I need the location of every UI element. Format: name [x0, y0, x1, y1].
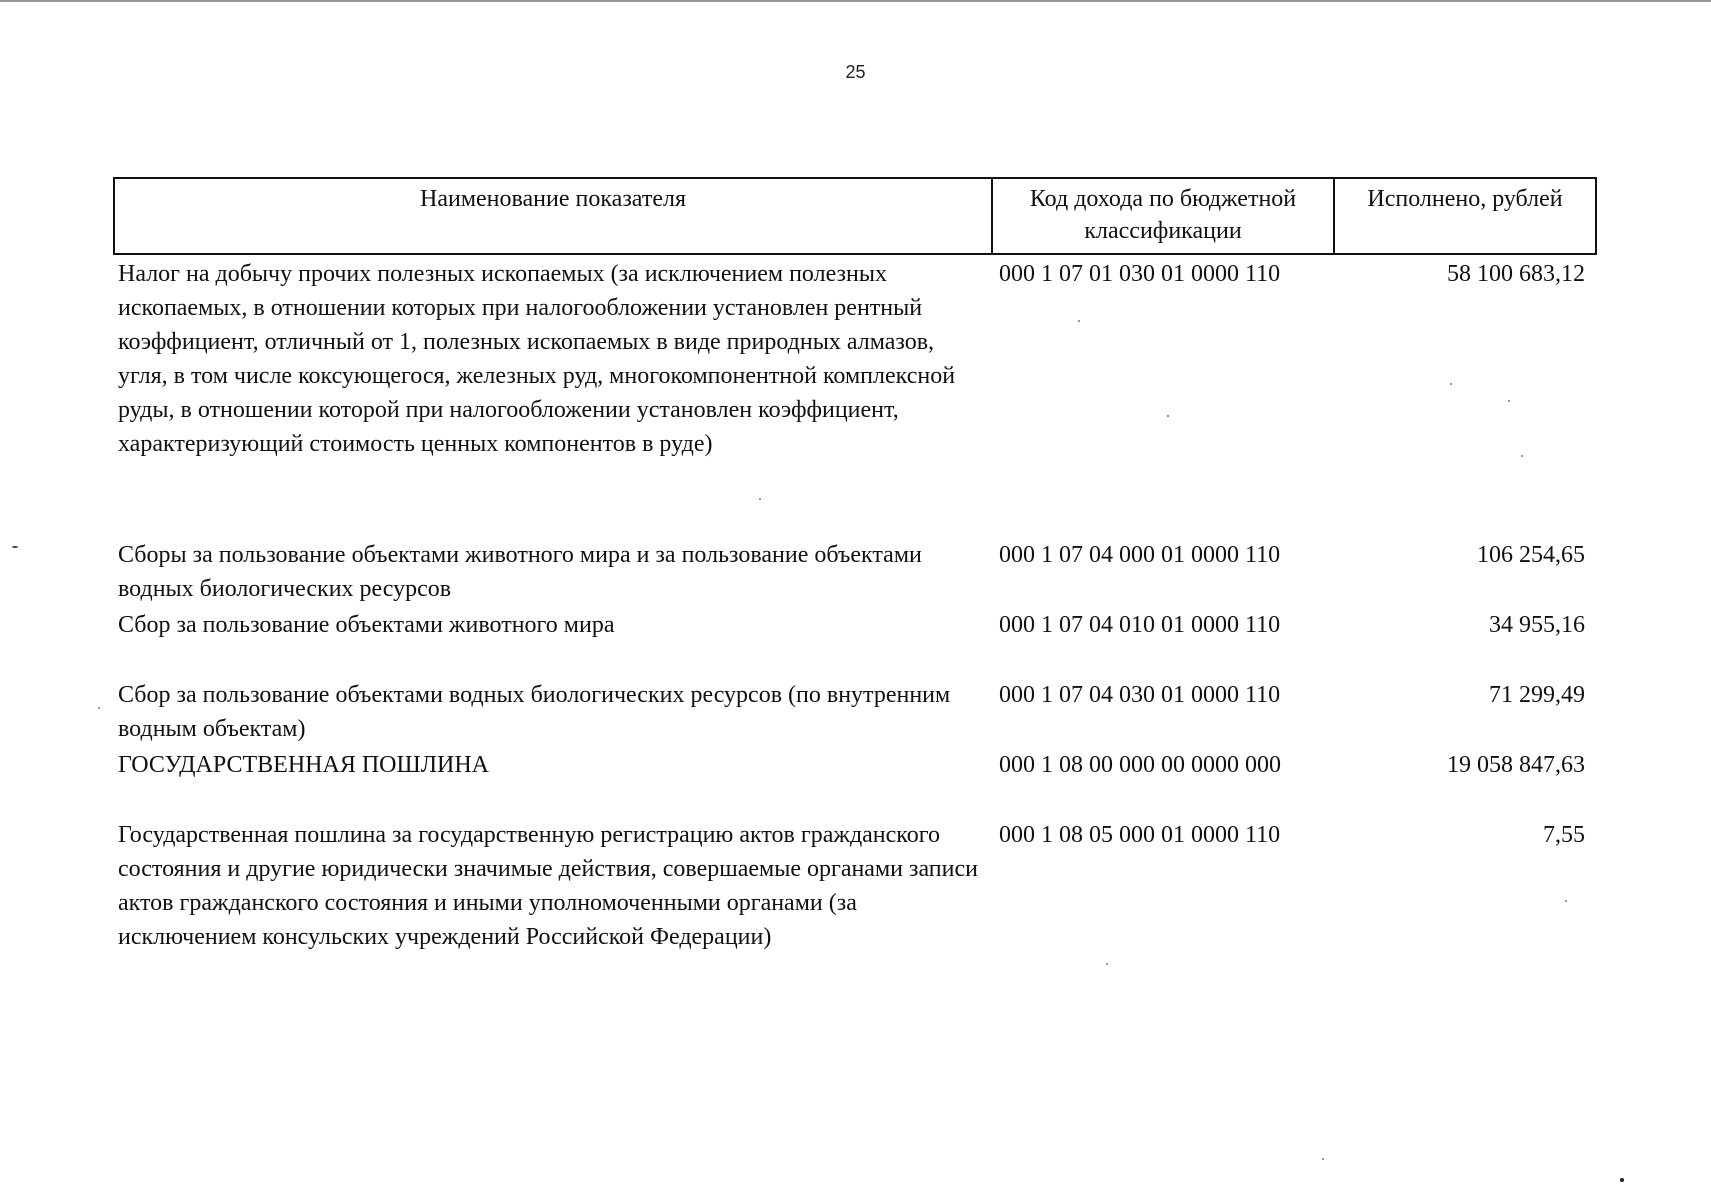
- header-code: Код дохода по бюджетной классификации: [991, 179, 1333, 253]
- row-name: Государственная пошлина за государственную регистрацию актов гражданского состояния и другие юридически значимые действия, совершаемые органами записи актов гражданского состояния и иными уполномоченными органами (за исключением консульских учреждений Российской Федерации): [118, 822, 978, 950]
- scan-speck: [1450, 383, 1452, 385]
- table-row: [113, 818, 1597, 954]
- scan-speck: [1078, 320, 1080, 322]
- row-code: 000 1 08 05 000 01 0000 110: [999, 822, 1281, 848]
- scan-speck: [12, 546, 18, 548]
- table-row: [113, 608, 1597, 642]
- row-name: Сбор за пользование объектами водных биологических ресурсов (по внутренним водным объектам): [118, 682, 951, 742]
- page-number: 25: [845, 62, 866, 82]
- scan-top-border: [0, 0, 1711, 2]
- row-sum: 71 299,49: [1489, 682, 1585, 708]
- scan-speck: [1322, 1158, 1324, 1160]
- table-row: [113, 538, 1597, 606]
- row-sum: 58 100 683,12: [1447, 261, 1585, 287]
- table-header-row: [113, 177, 1597, 255]
- row-name: Налог на добычу прочих полезных ископаемых (за исключением полезных ископаемых, в отношении которых при налогообложении установлен рентный коэффициент, отличный от 1, полезных ископаемых в виде природных алмазов, угля, в том числе коксующегося, железных руд, многокомпонентной комплексной руды, в отношении которой при налогообложении установлен коэффициент, характеризующий стоимость ценных компонентов в руде): [118, 261, 956, 457]
- row-sum: 19 058 847,63: [1447, 752, 1585, 778]
- row-code: 000 1 07 04 010 01 0000 110: [999, 612, 1281, 638]
- row-name: Сбор за пользование объектами животного мира: [118, 612, 615, 638]
- scan-speck: [1521, 455, 1523, 457]
- row-code: 000 1 07 01 030 01 0000 110: [999, 261, 1281, 287]
- scan-speck: [1167, 415, 1169, 417]
- row-code: 000 1 07 04 030 01 0000 110: [999, 682, 1281, 708]
- row-code: 000 1 07 04 000 01 0000 110: [999, 542, 1281, 568]
- row-code: 000 1 08 00 000 00 0000 000: [999, 752, 1281, 778]
- table-row: [113, 748, 1597, 782]
- revenue-table: [113, 177, 1597, 950]
- header-name: Наименование показателя: [420, 186, 686, 212]
- scan-speck: [1508, 400, 1510, 402]
- row-sum: 34 955,16: [1489, 612, 1585, 638]
- header-sum: Исполнено, рублей: [1333, 179, 1595, 253]
- row-sum: 7,55: [1543, 822, 1585, 848]
- table-row: [113, 257, 1597, 461]
- row-sum: 106 254,65: [1477, 542, 1585, 568]
- row-name: Сборы за пользование объектами животного мира и за пользование объектами водных биологических ресурсов: [118, 542, 922, 602]
- scan-speck: [1106, 963, 1108, 965]
- scan-speck: [1565, 900, 1567, 902]
- table-row: [113, 678, 1597, 746]
- scan-speck: [98, 707, 100, 709]
- scan-speck: [1620, 1178, 1624, 1182]
- row-name: ГОСУДАРСТВЕННАЯ ПОШЛИНА: [118, 752, 489, 778]
- scan-speck: [759, 498, 761, 500]
